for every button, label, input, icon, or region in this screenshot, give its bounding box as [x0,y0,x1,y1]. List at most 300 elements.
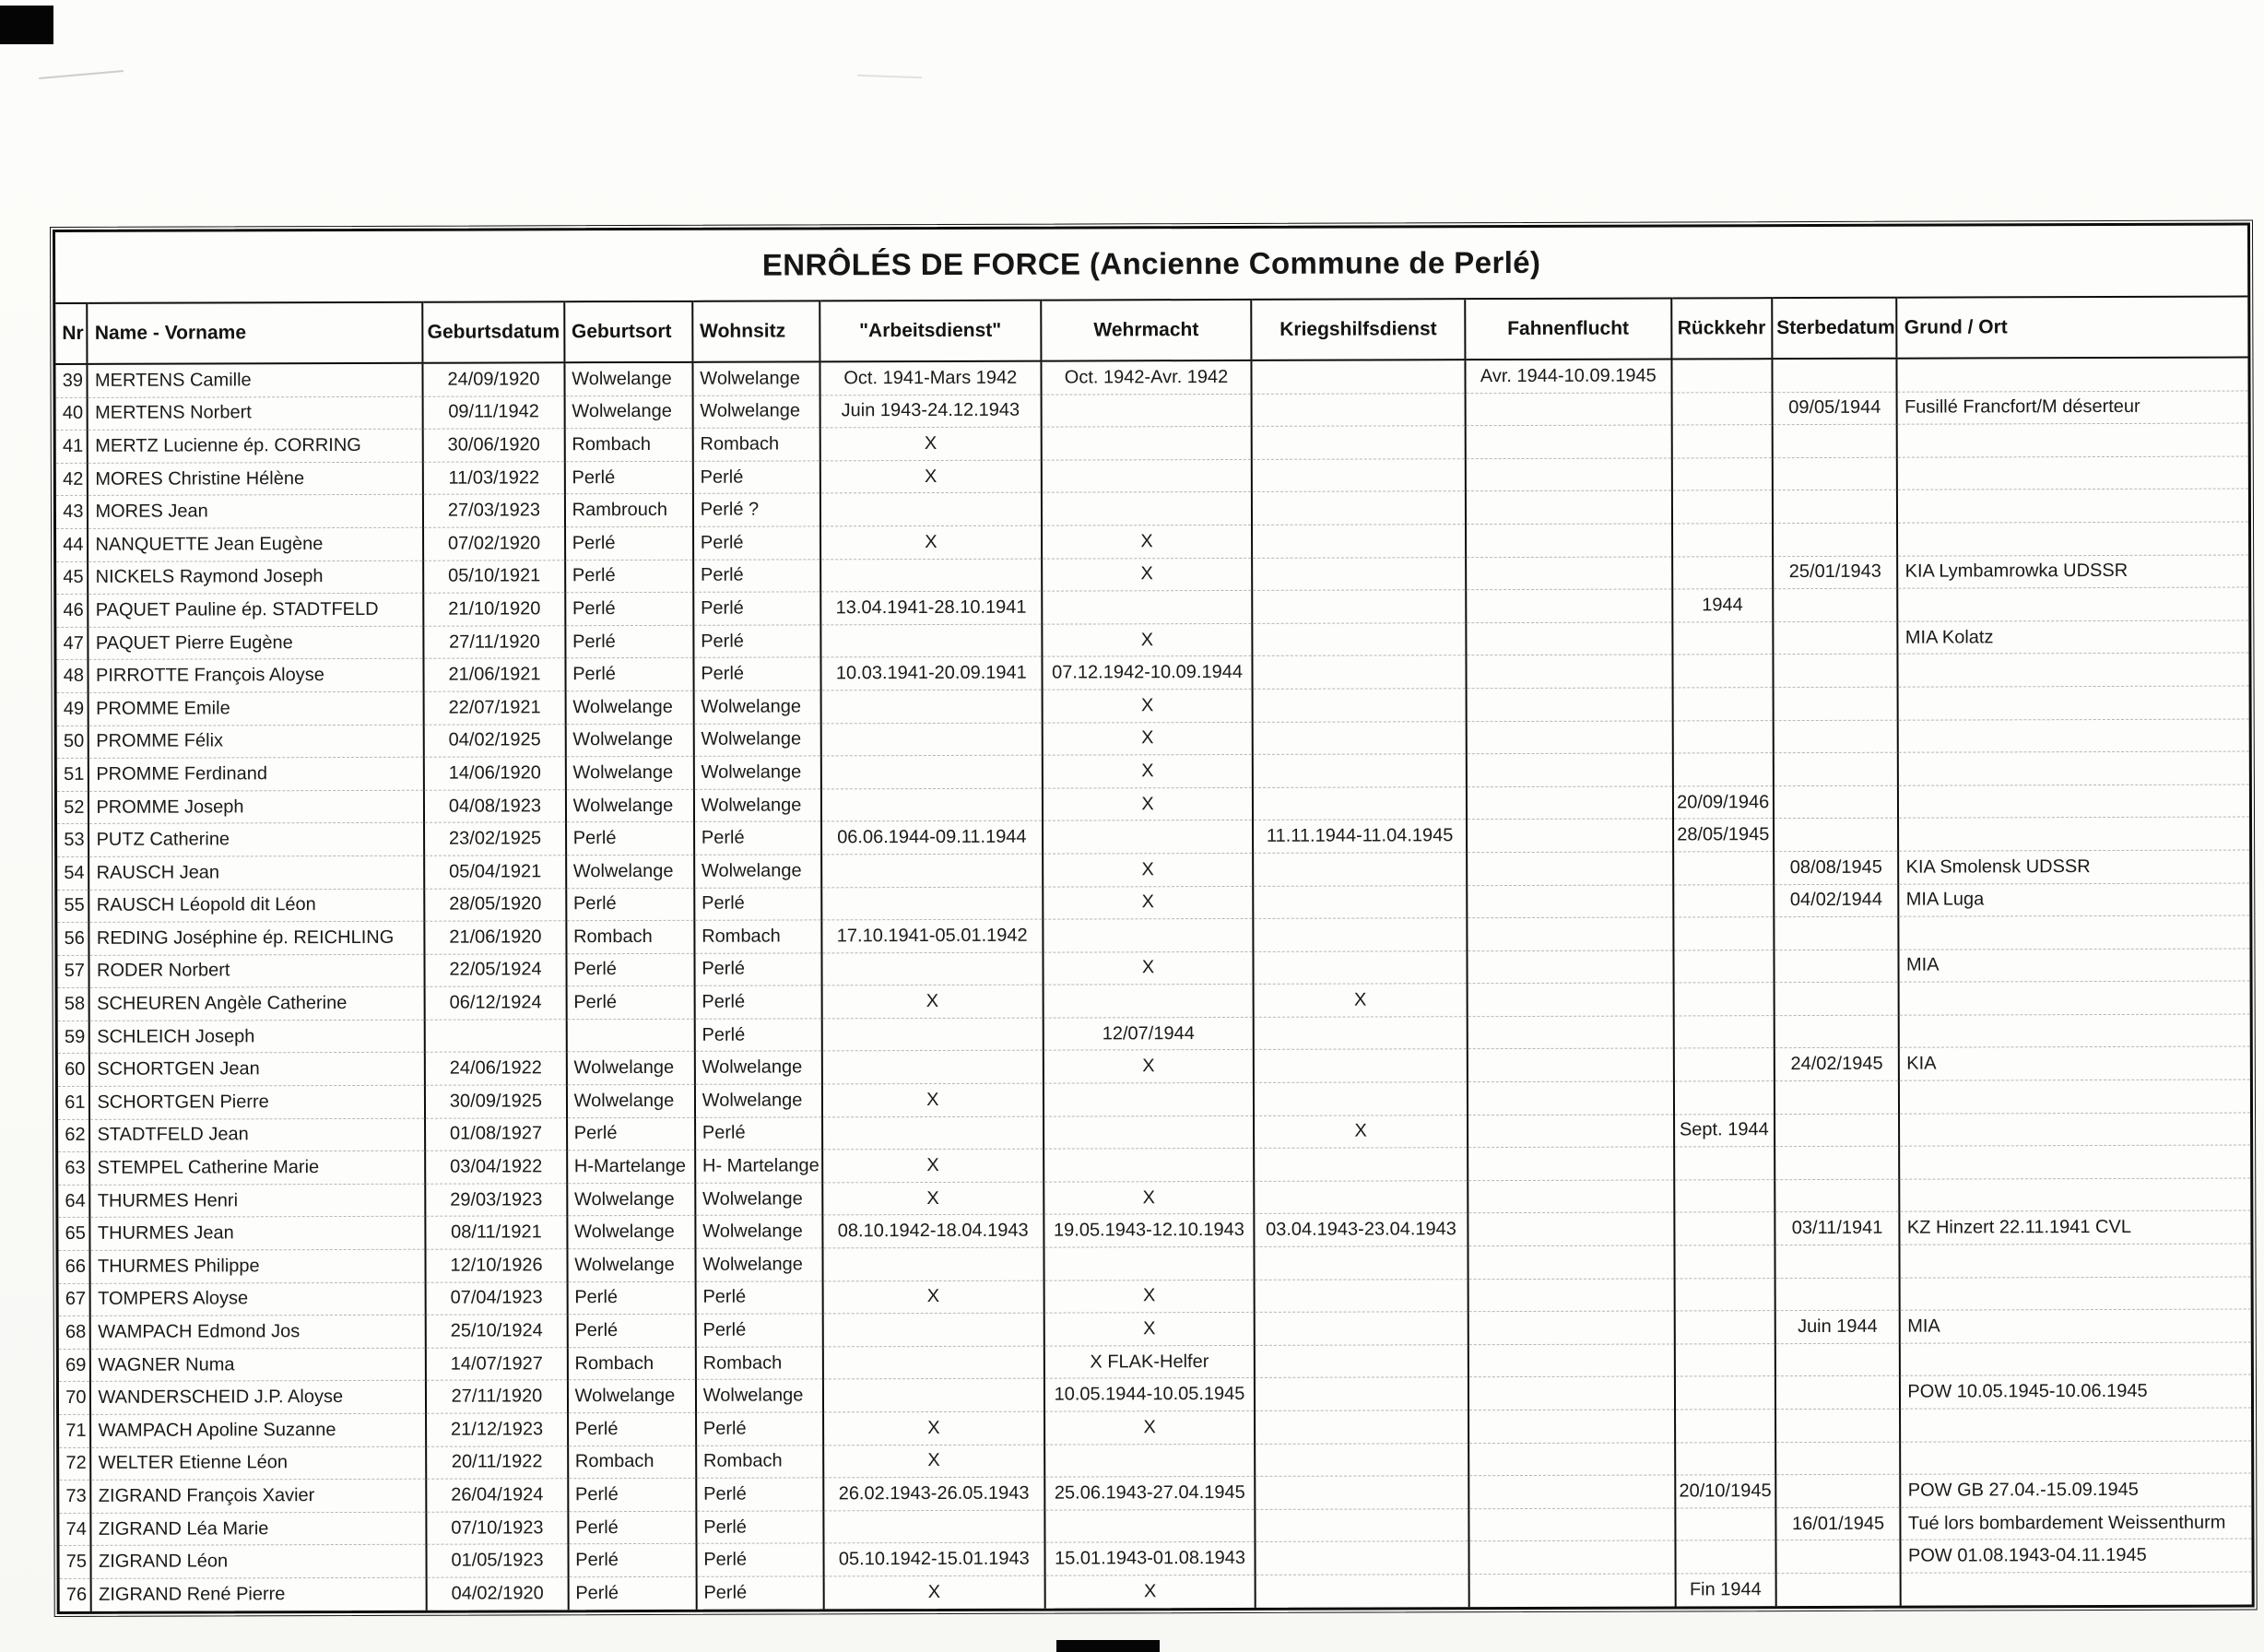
cell-rueckkehr [1674,1376,1775,1410]
cell-geburtsort: Perlé [566,953,694,986]
cell-wehrmacht: X [1044,1280,1254,1313]
cell-arbeitsdienst [820,690,1042,723]
cell-nr: 54 [57,856,89,890]
col-header-sterbedatum: Sterbedatum [1772,298,1897,359]
cell-grund-ort [1900,1408,2251,1442]
cell-wehrmacht [1042,427,1252,460]
cell-grund-ort: POW 10.05.1945-10.06.1945 [1900,1375,2251,1409]
cell-rueckkehr [1671,425,1772,458]
cell-wohnsitz: Wolwelange [693,690,820,724]
cell-name-vorname: STEMPEL Catherine Marie [90,1150,426,1185]
cell-arbeitsdienst [823,1346,1044,1379]
cell-geburtsort: Perlé [567,1281,695,1315]
cell-kriegshilfsdienst [1252,458,1466,491]
cell-rueckkehr: 28/05/1945 [1673,819,1774,852]
cell-fahnenflucht [1467,721,1673,754]
cell-geburtsdatum: 30/09/1925 [425,1085,566,1118]
cell-name-vorname: PAQUET Pierre Eugène [88,626,424,660]
cell-wohnsitz: Wolwelange [694,855,821,888]
cell-wehrmacht: X FLAK-Helfer [1044,1345,1255,1378]
cell-geburtsort [566,1019,694,1052]
cell-geburtsdatum: 22/05/1924 [425,953,566,986]
cell-kriegshilfsdienst [1254,918,1468,951]
cell-name-vorname: PROMME Joseph [88,790,424,824]
cell-name-vorname: SCHORTGEN Jean [89,1053,425,1087]
cell-name-vorname: MORES Christine Hélène [88,462,423,496]
cell-fahnenflucht [1466,425,1672,458]
cell-nr: 43 [56,496,88,529]
cell-grund-ort [1899,1080,2250,1114]
cell-grund-ort [1898,751,2249,785]
cell-rueckkehr [1674,1179,1775,1212]
cell-wehrmacht [1044,1115,1254,1149]
cell-arbeitsdienst [821,854,1043,887]
cell-name-vorname: RODER Norbert [89,954,425,988]
col-header-wohnsitz: Wohnsitz [692,301,820,361]
cell-sterbedatum [1775,1376,1901,1410]
cell-sterbedatum [1775,1245,1900,1278]
cell-wohnsitz: Perlé [693,592,820,625]
cell-grund-ort: MIA Luga [1899,883,2250,917]
cell-geburtsdatum [425,1020,566,1053]
cell-grund-ort [1901,1572,2252,1605]
cell-rueckkehr [1673,884,1774,917]
cell-nr: 55 [57,890,89,923]
cell-geburtsdatum: 04/02/1920 [427,1577,568,1611]
cell-sterbedatum: 04/02/1944 [1774,884,1899,917]
cell-geburtsort: Wolwelange [564,395,692,429]
col-header-rueckkehr: Rückkehr [1671,298,1773,359]
col-header-geburtsdatum: Geburtsdatum [423,301,565,362]
cell-kriegshilfsdienst: 11.11.1944-11.04.1945 [1253,820,1467,853]
cell-sterbedatum [1774,819,1899,852]
cell-geburtsdatum: 25/10/1924 [426,1315,567,1348]
cell-geburtsdatum: 11/03/1922 [423,462,564,495]
cell-rueckkehr [1675,1507,1775,1540]
cell-rueckkehr [1675,1540,1775,1574]
cell-geburtsdatum: 01/08/1927 [425,1117,566,1150]
cell-sterbedatum [1772,359,1897,393]
cell-rueckkehr [1673,852,1774,885]
cell-kriegshilfsdienst [1254,950,1468,984]
cell-kriegshilfsdienst [1255,1312,1468,1345]
cell-wohnsitz: Wolwelange [692,361,820,395]
cell-sterbedatum [1774,950,1899,983]
cell-geburtsort: Perlé [567,1315,695,1348]
table-header [55,297,2247,364]
cell-grund-ort [1898,653,2249,687]
cell-arbeitsdienst: X [820,427,1041,460]
cell-arbeitsdienst: 06.06.1944-09.11.1944 [821,820,1043,854]
cell-kriegshilfsdienst [1252,557,1466,590]
table-frame [53,223,2255,1614]
cell-wohnsitz: Wolwelange [695,1248,822,1281]
cell-name-vorname: MERTENS Norbert [88,396,423,431]
cell-arbeitsdienst: X [823,1575,1044,1609]
cell-wohnsitz: Perlé [693,625,820,658]
enrollment-table-wrapper [53,223,2255,1614]
cell-grund-ort: KIA [1899,1046,2250,1080]
cell-sterbedatum: 25/01/1943 [1773,556,1898,589]
cell-sterbedatum [1775,1474,1901,1507]
cell-name-vorname: MORES Jean [88,495,423,529]
cell-wohnsitz: Perlé [694,821,821,855]
cell-kriegshilfsdienst [1254,1049,1468,1082]
cell-wohnsitz: Perlé [696,1412,823,1446]
cell-nr: 74 [59,1513,91,1546]
cell-geburtsdatum: 06/12/1924 [425,986,566,1020]
cell-arbeitsdienst [822,1313,1044,1346]
cell-name-vorname: REDING Joséphine ép. REICHLING [89,921,425,955]
cell-rueckkehr [1675,1442,1775,1475]
cell-sterbedatum [1775,1343,1901,1376]
cell-kriegshilfsdienst [1254,1181,1468,1214]
cell-wehrmacht: X [1042,623,1252,656]
cell-rueckkehr [1675,1410,1775,1443]
cell-nr: 62 [58,1119,90,1152]
cell-nr: 45 [56,561,88,595]
cell-geburtsort: Perlé [566,888,694,921]
cell-wohnsitz: Perlé [693,657,820,690]
cell-sterbedatum [1775,1114,1900,1147]
table-row [60,1572,2252,1611]
cell-fahnenflucht [1468,1344,1675,1377]
cell-fahnenflucht [1467,688,1673,721]
cell-fahnenflucht [1468,1180,1674,1213]
table-body [55,358,2251,1611]
cell-wehrmacht [1043,919,1253,952]
cell-name-vorname: STADTFELD Jean [90,1118,426,1152]
cell-nr: 52 [57,791,89,824]
cell-arbeitsdienst: X [820,525,1042,559]
cell-geburtsdatum: 05/10/1921 [423,560,564,593]
cell-grund-ort: MIA [1899,949,2250,983]
cell-grund-ort [1901,1441,2252,1475]
cell-name-vorname: MERTZ Lucienne ép. CORRING [88,429,423,463]
cell-nr: 42 [56,463,88,496]
cell-rueckkehr [1671,457,1772,490]
col-header-geburtsort: Geburtsort [564,301,692,362]
cell-nr: 58 [58,988,90,1021]
cell-sterbedatum [1775,1080,1900,1114]
cell-geburtsdatum: 29/03/1923 [426,1184,567,1217]
cell-arbeitsdienst [823,1510,1044,1543]
cell-fahnenflucht: Avr. 1944-10.09.1945 [1465,359,1671,393]
cell-geburtsdatum: 24/06/1922 [425,1052,566,1085]
cell-geburtsdatum: 07/10/1923 [427,1512,568,1545]
cell-sterbedatum: 16/01/1945 [1775,1507,1901,1540]
cell-wehrmacht: X [1044,1410,1255,1444]
cell-geburtsdatum: 21/06/1920 [425,921,566,954]
cell-grund-ort [1898,785,2249,819]
cell-name-vorname: NICKELS Raymond Joseph [88,560,424,595]
cell-name-vorname: PUTZ Catherine [88,823,424,857]
cell-rueckkehr [1674,1245,1775,1279]
cell-name-vorname: ZIGRAND René Pierre [91,1577,427,1611]
cell-fahnenflucht [1467,786,1673,820]
cell-wehrmacht: 12/07/1944 [1044,1017,1254,1050]
cell-geburtsort: Perlé [568,1544,696,1577]
cell-geburtsort: Rombach [568,1446,696,1479]
cell-sterbedatum [1775,1278,1900,1311]
cell-sterbedatum [1775,1540,1901,1574]
cell-grund-ort [1898,719,2249,753]
cell-grund-ort: POW 01.08.1943-04.11.1945 [1901,1539,2252,1573]
cell-rueckkehr [1671,490,1772,524]
cell-geburtsdatum: 09/11/1942 [423,395,564,429]
cell-fahnenflucht [1466,655,1672,688]
cell-geburtsdatum: 07/02/1920 [423,527,564,560]
cell-geburtsdatum: 14/07/1927 [426,1348,567,1381]
smudge-artifact [857,75,922,78]
cell-geburtsort: Perlé [565,592,693,625]
cell-geburtsort: Perlé [566,986,694,1020]
cell-kriegshilfsdienst [1254,1017,1468,1050]
cell-geburtsort: Perlé [568,1511,696,1544]
cell-fahnenflucht [1468,1147,1674,1180]
cell-geburtsdatum: 01/05/1923 [427,1544,568,1577]
cell-wohnsitz: Perlé [695,1117,822,1150]
cell-grund-ort: KIA Lymbamrowka UDSSR [1898,555,2249,589]
cell-wehrmacht: X [1043,853,1253,886]
cell-sterbedatum [1773,655,1898,688]
cell-rueckkehr [1673,950,1774,983]
cell-arbeitsdienst [821,952,1043,985]
cell-geburtsdatum: 27/03/1923 [423,494,564,527]
cell-wehrmacht: X [1043,787,1253,820]
cell-kriegshilfsdienst [1254,1148,1468,1181]
cell-arbeitsdienst: X [822,1280,1044,1314]
cell-wohnsitz: Rombach [692,428,820,461]
cell-geburtsort: Wolwelange [567,1084,695,1117]
cell-nr: 73 [59,1481,91,1514]
cell-arbeitsdienst [820,559,1042,592]
cell-geburtsort: Perlé [564,461,692,494]
cell-kriegshilfsdienst [1255,1377,1468,1410]
cell-fahnenflucht [1469,1574,1676,1607]
cell-nr: 69 [59,1349,91,1382]
cell-geburtsdatum: 22/07/1921 [424,691,565,725]
cell-wohnsitz: Perlé [695,1281,822,1315]
cell-kriegshilfsdienst [1254,1082,1468,1115]
cell-sterbedatum [1773,523,1898,556]
cell-fahnenflucht [1468,1475,1675,1508]
cell-name-vorname: ZIGRAND François Xavier [91,1479,427,1513]
cell-name-vorname: THURMES Jean [90,1217,426,1251]
cell-fahnenflucht [1468,1279,1675,1312]
cell-grund-ort [1900,1277,2251,1311]
cell-arbeitsdienst [821,887,1043,920]
cell-fahnenflucht [1468,1443,1675,1476]
cell-kriegshilfsdienst [1252,393,1466,426]
cell-arbeitsdienst: Juin 1943-24.12.1943 [820,395,1041,428]
cell-geburtsdatum: 20/11/1922 [426,1446,567,1479]
cell-sterbedatum [1775,1146,1900,1179]
cell-nr: 41 [56,431,88,464]
cell-geburtsdatum: 23/02/1925 [424,822,565,856]
cell-grund-ort: Tué lors bombardement Weissenthurm [1901,1506,2252,1540]
cell-name-vorname: THURMES Philippe [90,1249,426,1283]
cell-nr: 48 [56,660,88,693]
cell-wohnsitz: Wolwelange [693,723,820,756]
cell-sterbedatum [1774,785,1899,819]
cell-geburtsort: Perlé [568,1479,696,1512]
cell-wehrmacht: X [1044,1181,1254,1214]
cell-geburtsdatum: 24/09/1920 [423,362,564,396]
cell-geburtsdatum: 26/04/1924 [427,1479,568,1512]
col-header-wehrmacht: Wehrmacht [1041,300,1251,361]
cell-wohnsitz: Perlé ? [693,493,820,526]
cell-grund-ort: MIA [1900,1309,2251,1343]
cell-kriegshilfsdienst [1255,1279,1468,1312]
cell-geburtsort: Wolwelange [568,1380,696,1413]
cell-fahnenflucht [1467,917,1673,950]
cell-geburtsort: Perlé [565,658,693,691]
cell-nr: 46 [56,595,88,628]
cell-name-vorname: WAGNER Numa [90,1348,426,1382]
cell-wohnsitz: Wolwelange [695,1051,822,1084]
cell-fahnenflucht [1468,1115,1674,1148]
cell-wohnsitz: Perlé [696,1511,823,1544]
cell-geburtsdatum: 07/04/1923 [426,1281,567,1315]
cell-sterbedatum [1773,424,1898,457]
cell-wehrmacht: X [1042,558,1252,591]
cell-nr: 68 [59,1316,91,1350]
cell-wehrmacht: Oct. 1942-Avr. 1942 [1041,360,1251,395]
cell-kriegshilfsdienst [1252,590,1466,623]
cell-geburtsort: Wolwelange [565,724,693,757]
cell-wehrmacht: X [1042,689,1252,722]
cell-arbeitsdienst: X [821,985,1043,1018]
cell-nr: 75 [59,1546,91,1579]
cell-sterbedatum [1773,621,1898,655]
cell-grund-ort [1900,1178,2251,1212]
cell-grund-ort [1899,981,2250,1015]
cell-nr: 51 [57,759,89,792]
cell-wehrmacht: X [1043,755,1253,788]
cell-kriegshilfsdienst [1256,1541,1469,1575]
cell-wohnsitz: Perlé [695,1314,822,1347]
cell-grund-ort: Fusillé Francfort/M déserteur [1897,391,2248,425]
cell-geburtsort: Perlé [568,1576,696,1610]
cell-arbeitsdienst: X [823,1411,1044,1445]
cell-fahnenflucht [1468,983,1674,1016]
cell-name-vorname: WANDERSCHEID J.P. Aloyse [90,1381,426,1415]
cell-name-vorname: PROMME Félix [88,725,424,759]
cell-grund-ort [1897,358,2248,392]
cell-kriegshilfsdienst [1252,491,1466,525]
cell-arbeitsdienst [822,1116,1044,1150]
cell-wohnsitz: Rombach [696,1445,823,1478]
cell-wohnsitz: Perlé [696,1478,823,1511]
cell-kriegshilfsdienst [1255,1476,1468,1509]
cell-geburtsort: Rombach [566,920,694,953]
cell-wehrmacht: X [1044,1313,1255,1346]
cell-arbeitsdienst [821,755,1043,788]
cell-wohnsitz: Perlé [694,887,821,920]
scan-bottom-artifact [1056,1640,1160,1652]
cell-arbeitsdienst: 05.10.1942-15.01.1943 [823,1543,1044,1576]
col-header-grund-ort: Grund / Ort [1897,297,2248,359]
cell-wehrmacht [1042,591,1252,624]
cell-nr: 76 [65,1584,88,1605]
cell-kriegshilfsdienst [1252,525,1466,558]
cell-rueckkehr: Fin 1944 [1675,1574,1775,1606]
cell-rueckkehr: Sept. 1944 [1674,1114,1775,1147]
cell-wehrmacht: X [1043,951,1253,985]
cell-geburtsdatum: 03/04/1922 [425,1150,566,1184]
cell-geburtsort: Wolwelange [567,1183,695,1216]
cell-rueckkehr: 1944 [1672,589,1773,622]
cell-arbeitsdienst: 26.02.1943-26.05.1943 [823,1477,1044,1510]
cell-rueckkehr [1672,753,1773,786]
cell-geburtsdatum: 04/02/1925 [424,724,565,757]
cell-nr: 64 [58,1185,90,1218]
cell-nr: 71 [59,1414,91,1447]
cell-name-vorname: PAQUET Pauline ép. STADTFELD [88,593,424,627]
cell-rueckkehr: 20/10/1945 [1675,1475,1775,1508]
cell-arbeitsdienst [822,1051,1044,1084]
cell-nr: 39 [55,364,88,397]
cell-grund-ort: POW GB 27.04.-15.09.1945 [1901,1473,2252,1507]
cell-arbeitsdienst: 17.10.1941-05.01.1942 [821,919,1043,952]
cell-arbeitsdienst: X [820,460,1041,493]
cell-rueckkehr [1673,917,1774,950]
cell-wehrmacht [1041,394,1251,427]
cell-wohnsitz: Wolwelange [695,1215,822,1248]
cell-arbeitsdienst [820,493,1042,526]
cell-arbeitsdienst: 13.04.1941-28.10.1941 [820,591,1042,624]
cell-sterbedatum: 08/08/1945 [1774,851,1899,884]
cell-wehrmacht: X [1042,525,1252,558]
cell-grund-ort: KIA Smolensk UDSSR [1899,850,2250,884]
cell-fahnenflucht [1468,1048,1674,1081]
cell-geburtsort: Perlé [565,625,693,658]
cell-sterbedatum [1773,687,1898,720]
cell-kriegshilfsdienst: 03.04.1943-23.04.1943 [1255,1213,1468,1246]
pencil-mark-artifact [39,70,124,79]
cell-wehrmacht [1043,820,1253,854]
cell-arbeitsdienst: 08.10.1942-18.04.1943 [822,1215,1044,1248]
cell-grund-ort: KZ Hinzert 22.11.1941 CVL [1900,1210,2251,1245]
cell-geburtsdatum: 14/06/1920 [424,757,565,790]
cell-name-vorname: THURMES Henri [90,1184,426,1218]
cell-arbeitsdienst: 10.03.1941-20.09.1941 [820,656,1042,690]
cell-rueckkehr [1672,688,1773,721]
cell-rueckkehr [1674,1278,1775,1311]
cell-kriegshilfsdienst [1253,885,1467,918]
cell-nr: 50 [57,726,89,759]
cell-wohnsitz: Wolwelange [695,1183,822,1216]
cell-wehrmacht: 25.06.1943-27.04.1945 [1044,1477,1255,1510]
cell-rueckkehr [1672,655,1773,688]
cell-geburtsort: Perlé [567,1117,695,1150]
cell-geburtsort: Wolwelange [566,789,694,822]
cell-rueckkehr [1672,556,1773,589]
cell-geburtsort: Perlé [566,822,694,856]
cell-fahnenflucht [1466,524,1672,557]
cell-geburtsort: Perlé [565,560,693,593]
cell-nr: 66 [58,1250,90,1283]
cell-wehrmacht [1044,1509,1255,1542]
cell-sterbedatum [1775,1573,1901,1606]
cell-rueckkehr [1673,1048,1774,1081]
cell-rueckkehr: 20/09/1946 [1672,785,1773,819]
cell-fahnenflucht [1466,490,1672,524]
cell-rueckkehr [1672,720,1773,753]
cell-sterbedatum [1774,916,1899,950]
cell-sterbedatum [1775,1442,1901,1475]
